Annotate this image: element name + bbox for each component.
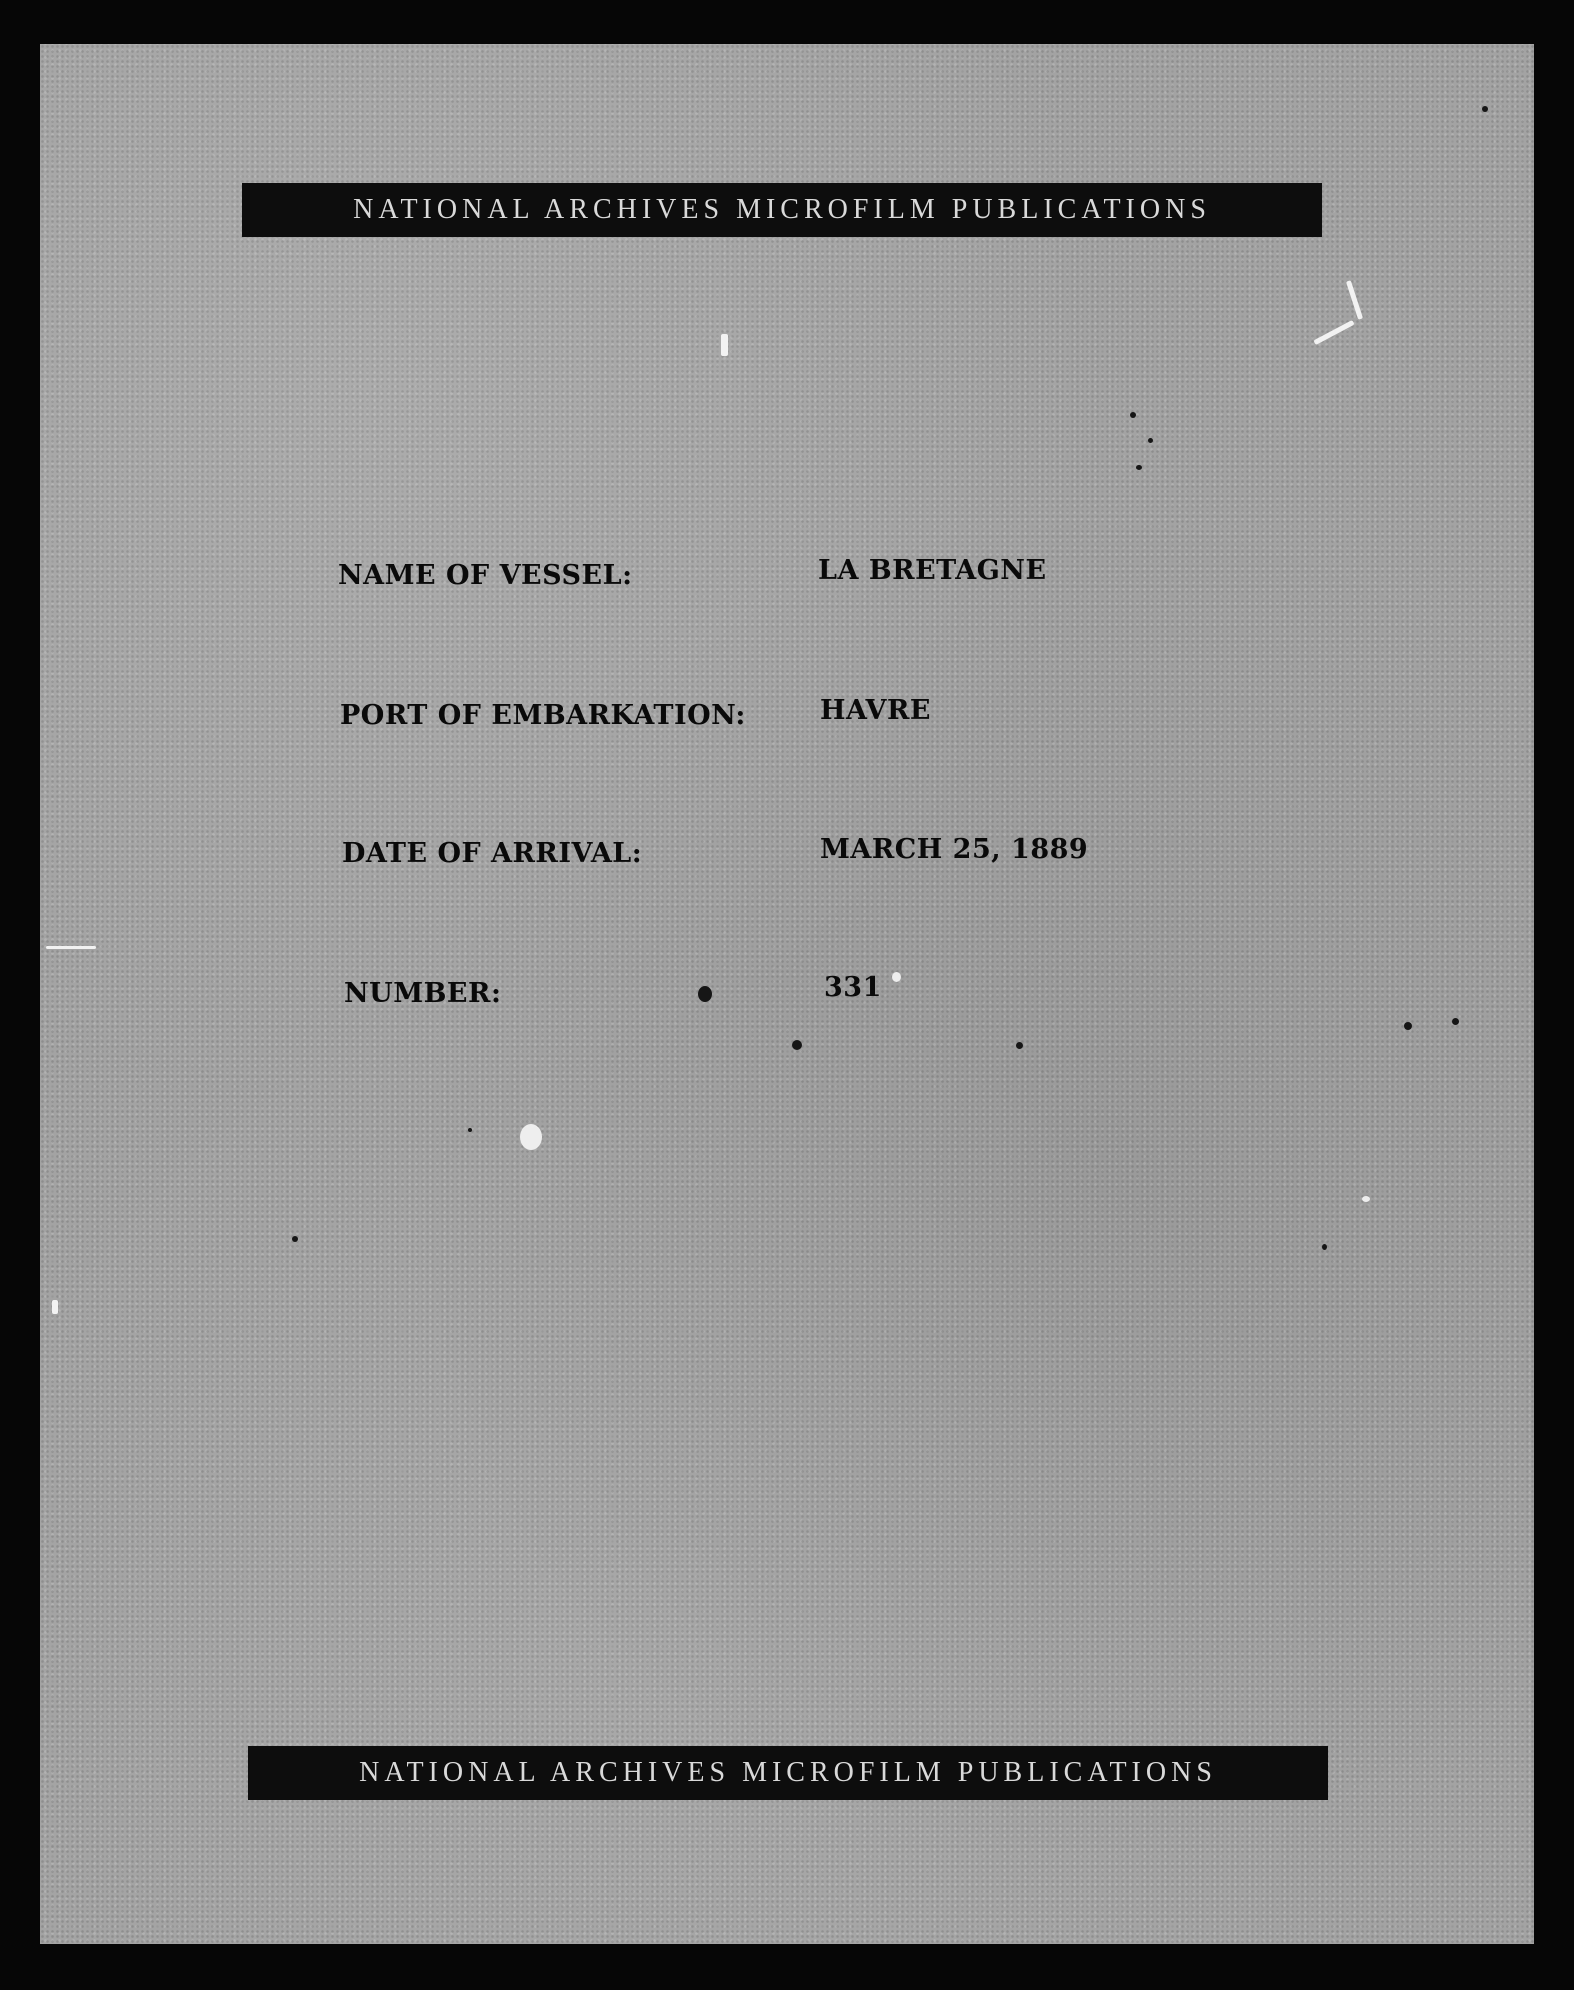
film-dust-speck: [1322, 1244, 1327, 1250]
film-dust-speck: [292, 1236, 298, 1242]
number-label: NUMBER:: [344, 978, 502, 1009]
film-dust-speck: [698, 986, 712, 1002]
film-dust-speck: [792, 1040, 802, 1050]
film-scratch: [46, 946, 96, 949]
date-of-arrival-label: DATE OF ARRIVAL:: [342, 838, 643, 869]
film-dust-speck: [468, 1128, 472, 1132]
film-light-spot: [520, 1124, 542, 1150]
number-value: 331: [824, 972, 882, 1003]
film-dust-speck: [1482, 106, 1488, 112]
film-dust-speck: [1130, 412, 1136, 418]
port-of-embarkation-value: HAVRE: [820, 695, 931, 726]
port-of-embarkation-label: PORT OF EMBARKATION:: [340, 700, 746, 731]
vessel-name-value: LA BRETAGNE: [818, 555, 1047, 586]
film-dust-speck: [1148, 438, 1153, 443]
header-banner: NATIONAL ARCHIVES MICROFILM PUBLICATIONS: [242, 183, 1322, 237]
vessel-name-label: NAME OF VESSEL:: [338, 560, 633, 591]
film-light-spot: [892, 972, 901, 982]
film-dust-speck: [1016, 1042, 1023, 1049]
date-of-arrival-value: MARCH 25, 1889: [820, 834, 1089, 865]
document-sheet: [40, 44, 1534, 1944]
film-dust-speck: [1136, 465, 1142, 470]
film-dust-speck: [1452, 1018, 1459, 1025]
film-dust-speck: [1404, 1022, 1412, 1030]
film-scratch: [52, 1300, 58, 1314]
footer-banner: NATIONAL ARCHIVES MICROFILM PUBLICATIONS: [248, 1746, 1328, 1800]
film-scratch: [721, 334, 728, 356]
film-light-spot: [1362, 1196, 1370, 1202]
